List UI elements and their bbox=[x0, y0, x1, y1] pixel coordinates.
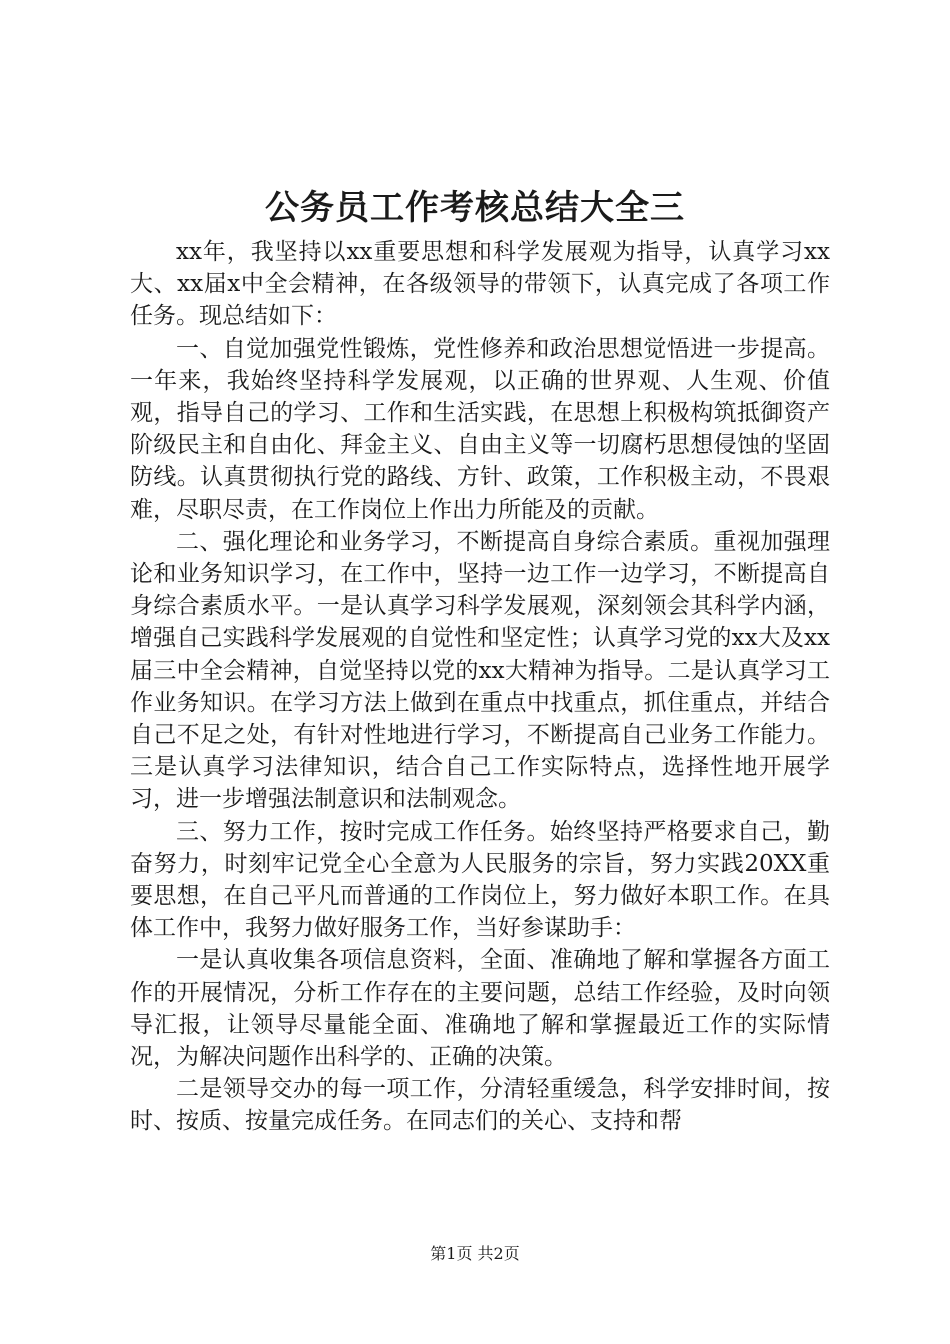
paragraph-item-2: 二是领导交办的每一项工作，分清轻重缓急，科学安排时间，按时、按质、按量完成任务。在同志们的关心、支持和帮 bbox=[130, 1076, 830, 1135]
paragraph-section-2: 二、强化理论和业务学习，不断提高自身综合素质。重视加强理论和业务知识学习，在工作中，坚持一边工作一边学习，不断提高自身综合素质水平。一是认真学习科学发展观，深刻领会其科学内涵，增强自己实践科学发展观的自觉性和坚定性；认真学习党的xx大及xx届三中全会精神，自觉坚持以党的xx大精神为指导。二是认真学习工作业务知识。在学习方法上做到在重点中找重点，抓住重点，并结合自己不足之处，有针对性地进行学习，不断提高自己业务工作能力。三是认真学习法律知识，结合自己工作实际特点，选择性地开展学习，进一步增强法制意识和法制观念。 bbox=[130, 528, 830, 813]
paragraph-section-1: 一、自觉加强党性锻炼，党性修养和政治思想觉悟进一步提高。一年来，我始终坚持科学发展观，以正确的世界观、人生观、价值观，指导自己的学习、工作和生活实践，在思想上积极构筑抵御资产阶级民主和自由化、拜金主义、自由主义等一切腐朽思想侵蚀的坚固防线。认真贯彻执行党的路线、方针、政策，工作积极主动，不畏艰难，尽职尽责，在工作岗位上作出力所能及的贡献。 bbox=[130, 335, 830, 523]
page-number: 第1页 共2页 bbox=[430, 1244, 520, 1263]
paragraph-intro: xx年，我坚持以xx重要思想和科学发展观为指导，认真学习xx大、xx届x中全会精神，在各级领导的带领下，认真完成了各项工作任务。现总结如下： bbox=[130, 239, 830, 330]
document-title: 公务员工作考核总结大全三 bbox=[265, 188, 685, 228]
paragraph-section-3: 三、努力工作，按时完成工作任务。始终坚持严格要求自己，勤奋努力，时刻牢记党全心全意为人民服务的宗旨，努力实践20XX重要思想，在自己平凡而普通的工作岗位上，努力做好本职工作。在具体工作中，我努力做好服务工作，当好参谋助手： bbox=[130, 818, 830, 942]
document-body bbox=[130, 236, 830, 1138]
paragraph-item-1: 一是认真收集各项信息资料，全面、准确地了解和掌握各方面工作的开展情况，分析工作存在的主要问题，总结工作经验，及时向领导汇报，让领导尽量能全面、准确地了解和掌握最近工作的实际情况，为解决问题作出科学的、正确的决策。 bbox=[130, 947, 830, 1071]
